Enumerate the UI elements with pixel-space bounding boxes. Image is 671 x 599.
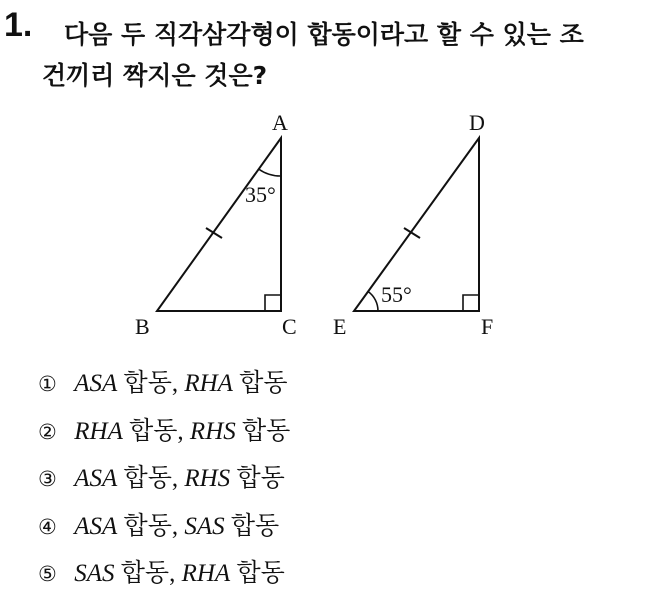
choice-marker: ⑤ (38, 562, 57, 586)
angle-e-label: 55° (381, 282, 412, 307)
choice-suffix-a: 합동, (117, 512, 185, 540)
choice-marker: ③ (38, 467, 57, 491)
choice-term-a: RHA (74, 417, 123, 445)
right-angle-f-mark (463, 295, 479, 311)
angle-a-arc (259, 169, 281, 176)
vertex-c-label: C (282, 314, 297, 339)
choice-2[interactable] (38, 408, 290, 456)
choice-suffix-b: 합동 (232, 370, 288, 397)
choice-marker: ① (38, 372, 57, 396)
choice-suffix-a: 합동, (117, 370, 185, 397)
choice-marker: ② (38, 419, 57, 444)
choice-term-a: ASA (74, 465, 118, 492)
choice-marker: ④ (38, 514, 57, 539)
triangle-def (333, 110, 493, 339)
choice-suffix-a: 합동, (114, 560, 182, 587)
choice-suffix-a: 합동, (122, 417, 190, 445)
angle-e-arc (368, 292, 378, 312)
triangle-def-outline (354, 138, 479, 311)
choice-suffix-b: 합동 (230, 465, 285, 492)
choice-term-b: RHA (184, 370, 233, 397)
choice-suffix-b: 합동 (230, 560, 285, 587)
vertex-a-label: A (272, 110, 288, 135)
choice-1[interactable] (38, 360, 290, 408)
choice-suffix-a: 합동, (117, 465, 185, 492)
choice-suffix-b: 합동 (224, 512, 280, 540)
question-number: 1. (4, 6, 33, 44)
angle-a-label: 35° (245, 182, 276, 207)
question-line-2: 건끼리 짝지은 것은? (42, 61, 268, 90)
choice-term-a: SAS (74, 560, 115, 587)
choice-term-b: SAS (184, 512, 225, 540)
choice-4[interactable] (38, 503, 290, 551)
right-angle-c-mark (265, 295, 281, 311)
choice-term-b: RHA (181, 560, 231, 587)
triangle-abc (135, 110, 297, 339)
choice-term-b: RHS (189, 417, 236, 445)
choice-suffix-b: 합동 (235, 417, 291, 445)
vertex-f-label: F (481, 314, 494, 339)
choice-3[interactable] (38, 455, 290, 503)
choice-5[interactable] (38, 550, 290, 598)
vertex-d-label: D (469, 110, 485, 135)
triangle-abc-outline (157, 138, 281, 311)
choice-term-b: RHS (184, 465, 231, 492)
choice-term-a: ASA (74, 512, 118, 540)
vertex-e-label: E (333, 314, 347, 339)
question-line-1: 다음 두 직각삼각형이 합동이라고 할 수 있는 조 (64, 20, 584, 49)
vertex-b-label: B (135, 314, 150, 339)
tick-ab (206, 228, 222, 238)
answer-choices (38, 360, 290, 598)
choice-term-a: ASA (74, 370, 118, 397)
